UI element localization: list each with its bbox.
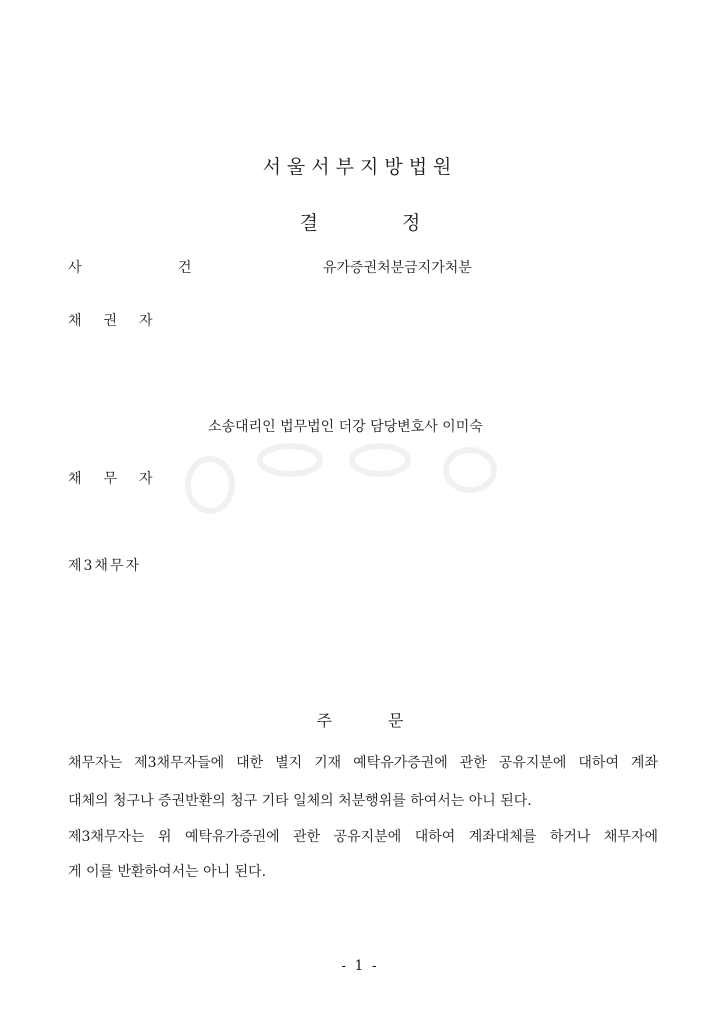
decision-title (0, 208, 720, 235)
order-line-3: 제3채무자는 위 예탁유가증권에 관한 공유지분에 대하여 계좌대체를 하거나 채무자에 (68, 829, 658, 845)
order-title-right: 문 (388, 711, 404, 730)
decision-title-left: 결 (299, 212, 318, 234)
order-title (0, 708, 720, 731)
agent-line: 소송대리인 법무법인 더강 담당변호사 이미숙 (208, 419, 483, 435)
third-debtor-label: 제3채무자 (68, 558, 142, 574)
creditor-label: 채권자 (68, 313, 175, 329)
page-number: - 1 - (341, 958, 379, 974)
order-title-left: 주 (316, 711, 332, 730)
debtor-label: 채무자 (68, 471, 175, 487)
case-label: 사 건 (68, 260, 238, 276)
faint-watermark (180, 430, 510, 520)
decision-title-right: 정 (402, 212, 421, 234)
case-name: 유가증권처분금지가처분 (323, 260, 472, 276)
order-line-2: 대체의 청구나 증권반환의 청구 기타 일체의 처분행위를 하여서는 아니 된다. (68, 793, 532, 809)
order-line-1: 채무자는 제3채무자들에 대한 별지 기재 예탁유가증권에 관한 공유지분에 대하여 계좌 (68, 755, 658, 771)
court-name: 서울서부지방법원 (262, 156, 458, 178)
order-line-4: 게 이를 반환하여서는 아니 된다. (68, 864, 267, 880)
